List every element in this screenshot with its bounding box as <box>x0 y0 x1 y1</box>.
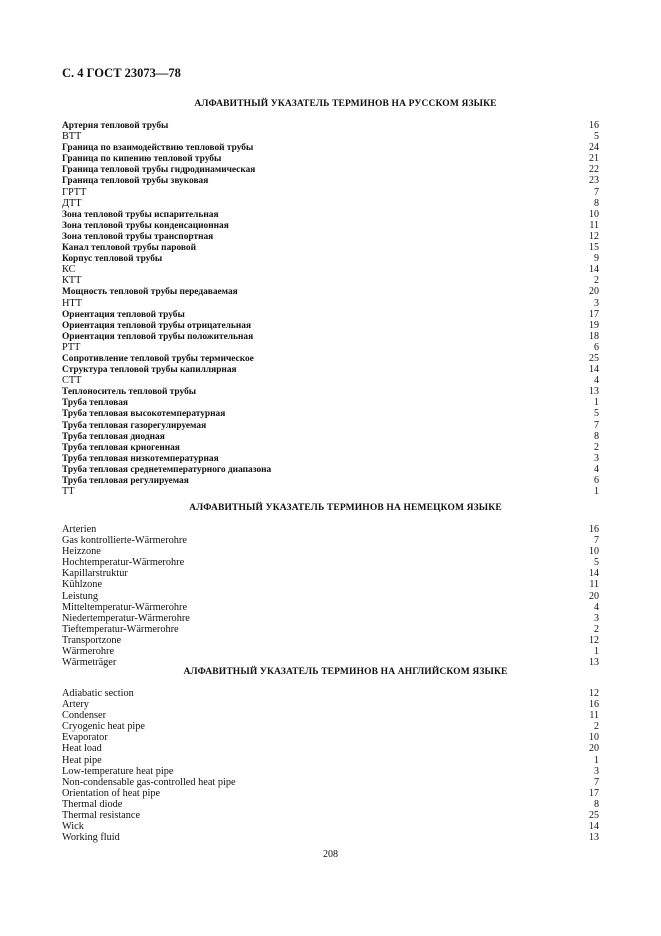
entry-number: 9 <box>594 253 599 265</box>
index-entry <box>62 710 599 721</box>
entry-term: Leistung <box>62 590 99 602</box>
section-title: АЛФАВИТНЫЙ УКАЗАТЕЛЬ ТЕРМИНОВ НА АНГЛИЙСКОМ ЯЗЫКЕ <box>183 667 508 677</box>
entry-number: 5 <box>594 408 599 420</box>
entry-number: 12 <box>589 634 599 646</box>
entry-term: Non-condensable gas-controlled heat pipe <box>62 776 236 788</box>
entry-number: 1 <box>594 397 599 409</box>
entry-term: Hochtemperatur-Wärmerohre <box>62 557 185 569</box>
entry-term: Труба тепловая газорегулируемая <box>62 420 207 431</box>
entry-term: ДТТ <box>62 197 82 209</box>
index-entry <box>62 142 599 153</box>
index-entry <box>62 624 599 635</box>
index-entry <box>62 821 599 832</box>
index-entry <box>62 788 599 799</box>
entry-number: 4 <box>594 463 599 475</box>
entry-number: 14 <box>589 568 599 580</box>
entry-term: Evaporator <box>62 732 108 744</box>
entry-number: 7 <box>594 186 599 198</box>
entry-number: 11 <box>589 710 599 722</box>
entry-term: КТТ <box>62 275 82 287</box>
section-title: АЛФАВИТНЫЙ УКАЗАТЕЛЬ ТЕРМИНОВ НА РУССКОМ ЯЗЫКЕ <box>194 99 497 109</box>
entry-number: 13 <box>589 386 599 398</box>
entry-term: Ориентация тепловой трубы отрицательная <box>62 320 252 331</box>
entry-term: Зона тепловой трубы транспортная <box>62 231 214 242</box>
entry-term: Adiabatic section <box>62 688 134 699</box>
entry-number: 14 <box>589 821 599 833</box>
entry-number: 11 <box>589 219 599 231</box>
entry-term: Зона тепловой трубы конденсационная <box>62 220 229 231</box>
entry-term: Артерия тепловой трубы <box>62 121 169 131</box>
entry-number: 3 <box>594 765 599 777</box>
index-entry <box>62 375 599 386</box>
entry-number: 2 <box>594 275 599 287</box>
entry-term: Мощность тепловой трубы передаваемая <box>62 287 238 298</box>
index-entry <box>62 535 599 546</box>
entry-term: ТТ <box>62 486 75 498</box>
index-entry <box>62 153 599 164</box>
index-entry <box>62 557 599 568</box>
entry-number: 17 <box>589 787 599 799</box>
entry-number: 2 <box>594 721 599 733</box>
entry-term: КС <box>62 264 76 276</box>
index-entry <box>62 524 599 535</box>
entry-term: Труба тепловая низкотемпературная <box>62 453 219 464</box>
index-entry <box>62 420 599 431</box>
index-entry <box>62 602 599 613</box>
index-entry <box>62 131 599 142</box>
index-entry <box>62 646 599 657</box>
entry-number: 14 <box>589 264 599 276</box>
entry-number: 3 <box>594 297 599 309</box>
index-entry <box>62 431 599 442</box>
index-entry <box>62 832 599 843</box>
index-entry <box>62 187 599 198</box>
index-entry <box>62 721 599 732</box>
entry-number: 10 <box>589 208 599 220</box>
index-entry <box>62 475 599 486</box>
index-entry <box>62 198 599 209</box>
entry-term: Transportzone <box>62 634 122 646</box>
entry-number: 25 <box>589 352 599 364</box>
index-entry <box>62 264 599 275</box>
index-entry <box>62 253 599 264</box>
index-entry <box>62 408 599 419</box>
entry-term: Труба тепловая высокотемпературная <box>62 409 226 420</box>
entry-number: 7 <box>594 419 599 431</box>
entry-number: 18 <box>589 330 599 342</box>
index-entry <box>62 635 599 646</box>
index-section-german <box>62 502 599 668</box>
index-entry <box>62 591 599 602</box>
entry-number: 8 <box>594 197 599 209</box>
entry-number: 11 <box>589 579 599 591</box>
index-entry <box>62 766 599 777</box>
entry-number: 1 <box>594 646 599 658</box>
index-entry <box>62 688 599 699</box>
entry-number: 7 <box>594 535 599 547</box>
entry-term: Канал тепловой трубы паровой <box>62 243 197 254</box>
entry-term: Working fluid <box>62 832 120 844</box>
entry-number: 3 <box>594 612 599 624</box>
entry-number: 2 <box>594 441 599 453</box>
index-entry <box>62 164 599 175</box>
entry-term: Граница по взаимодействию тепловой трубы <box>62 143 254 154</box>
entry-number: 4 <box>594 601 599 613</box>
entry-term: Труба тепловая регулируемая <box>62 476 189 486</box>
entry-term: Artery <box>62 699 89 711</box>
index-entry <box>62 209 599 220</box>
entry-term: Зона тепловой трубы испарительная <box>62 209 219 220</box>
entry-term: Wärmeträger <box>62 657 117 669</box>
entry-term: Ориентация тепловой трубы <box>62 309 185 320</box>
entry-number: 5 <box>594 131 599 143</box>
index-entry <box>62 755 599 766</box>
entry-number: 16 <box>589 699 599 711</box>
index-entry <box>62 810 599 821</box>
entry-number: 7 <box>594 776 599 788</box>
entry-term: Thermal diode <box>62 798 123 810</box>
entry-number: 20 <box>589 286 599 298</box>
index-entry <box>62 453 599 464</box>
entry-number: 10 <box>589 546 599 558</box>
entry-term: Wick <box>62 821 84 833</box>
entry-number: 3 <box>594 452 599 464</box>
index-entry <box>62 275 599 286</box>
entry-term: РТТ <box>62 341 81 353</box>
entry-term: СТТ <box>62 375 82 387</box>
entry-term: Граница тепловой трубы гидродинамическая <box>62 165 256 176</box>
index-entry <box>62 242 599 253</box>
index-entry <box>62 442 599 453</box>
entry-number: 25 <box>589 810 599 822</box>
entry-term: Condenser <box>62 710 107 722</box>
entry-number: 21 <box>589 153 599 165</box>
index-entry <box>62 386 599 397</box>
index-entry <box>62 175 599 186</box>
index-entry <box>62 120 599 131</box>
entry-term: Kapillarstruktur <box>62 568 128 580</box>
index-entry <box>62 732 599 743</box>
index-entry <box>62 799 599 810</box>
entry-number: 24 <box>589 142 599 154</box>
index-entry <box>62 309 599 320</box>
entry-number: 17 <box>589 308 599 320</box>
entry-number: 5 <box>594 557 599 569</box>
entry-term: Thermal resistance <box>62 810 141 822</box>
index-entry <box>62 397 599 408</box>
entry-term: Heizzone <box>62 546 101 558</box>
entry-term: Wärmerohre <box>62 646 115 658</box>
index-entry <box>62 342 599 353</box>
entry-number: 20 <box>589 590 599 602</box>
entry-number: 2 <box>594 623 599 635</box>
entry-number: 12 <box>589 230 599 242</box>
index-entry <box>62 364 599 375</box>
entry-term: Cryogenic heat pipe <box>62 721 145 733</box>
entry-term: Труба тепловая среднетемпературного диапазона <box>62 464 272 475</box>
entry-number: 14 <box>589 364 599 376</box>
entry-number: 1 <box>594 486 599 498</box>
index-entry <box>62 320 599 331</box>
entry-term: Tieftemperatur-Wärmerohre <box>62 623 179 635</box>
index-entry <box>62 579 599 590</box>
entry-number: 4 <box>594 375 599 387</box>
index-entry <box>62 568 599 579</box>
entry-number: 23 <box>589 175 599 187</box>
entry-term: ГРТТ <box>62 186 87 198</box>
entry-term: Ориентация тепловой трубы положительная <box>62 331 254 342</box>
entry-term: Heat pipe <box>62 754 102 766</box>
entry-term: Теплоноситель тепловой трубы <box>62 387 197 398</box>
entry-term: Heat load <box>62 743 102 755</box>
entry-term: Low-temperature heat pipe <box>62 765 174 777</box>
entry-number: 8 <box>594 798 599 810</box>
index-entry <box>62 286 599 297</box>
entry-term: Труба тепловая <box>62 398 128 409</box>
index-section-russian <box>62 98 599 497</box>
entry-term: Kühlzone <box>62 579 103 591</box>
entry-term: Труба тепловая криогенная <box>62 442 180 453</box>
entry-number: 6 <box>594 475 599 486</box>
entry-number: 10 <box>589 732 599 744</box>
entry-number: 16 <box>589 120 599 131</box>
entry-term: Mitteltemperatur-Wärmerohre <box>62 601 188 613</box>
entry-term: Корпус тепловой трубы <box>62 254 163 265</box>
entry-term: ВТТ <box>62 131 82 143</box>
entry-number: 20 <box>589 743 599 755</box>
page-number: 208 <box>323 849 338 860</box>
index-section-english <box>62 666 599 843</box>
index-entry <box>62 546 599 557</box>
index-entry <box>62 777 599 788</box>
entry-number: 12 <box>589 688 599 699</box>
entry-term: Структура тепловой трубы капиллярная <box>62 365 237 376</box>
entry-number: 8 <box>594 430 599 442</box>
index-entry <box>62 298 599 309</box>
entry-term: Orientation of heat pipe <box>62 787 161 799</box>
section-title: АЛФАВИТНЫЙ УКАЗАТЕЛЬ ТЕРМИНОВ НА НЕМЕЦКОМ ЯЗЫКЕ <box>189 503 502 513</box>
entry-term: Труба тепловая диодная <box>62 431 165 442</box>
page-header: С. 4 ГОСТ 23073—78 <box>62 66 181 80</box>
entry-term: Граница по кипению тепловой трубы <box>62 154 222 165</box>
index-entry <box>62 220 599 231</box>
index-entry <box>62 464 599 475</box>
entry-number: 16 <box>589 524 599 535</box>
entry-number: 13 <box>589 657 599 669</box>
entry-term: Niedertemperatur-Wärmerohre <box>62 612 190 624</box>
entry-number: 1 <box>594 754 599 766</box>
entry-term: Сопротивление тепловой трубы термическое <box>62 353 254 364</box>
index-entry <box>62 353 599 364</box>
index-entry <box>62 486 599 497</box>
index-entry <box>62 743 599 754</box>
entry-term: Arterien <box>62 524 97 535</box>
entry-number: 22 <box>589 164 599 176</box>
entry-list <box>62 120 599 497</box>
index-entry <box>62 613 599 624</box>
entry-term: Граница тепловой трубы звуковая <box>62 176 209 187</box>
index-entry <box>62 699 599 710</box>
index-entry <box>62 231 599 242</box>
entry-number: 13 <box>589 832 599 844</box>
entry-number: 19 <box>589 319 599 331</box>
entry-term: НТТ <box>62 297 83 309</box>
entry-number: 6 <box>594 341 599 353</box>
entry-term: Gas kontrollierte-Wärmerohre <box>62 535 187 547</box>
entry-number: 15 <box>589 242 599 254</box>
index-entry <box>62 331 599 342</box>
entry-list <box>62 524 599 668</box>
entry-list <box>62 688 599 843</box>
